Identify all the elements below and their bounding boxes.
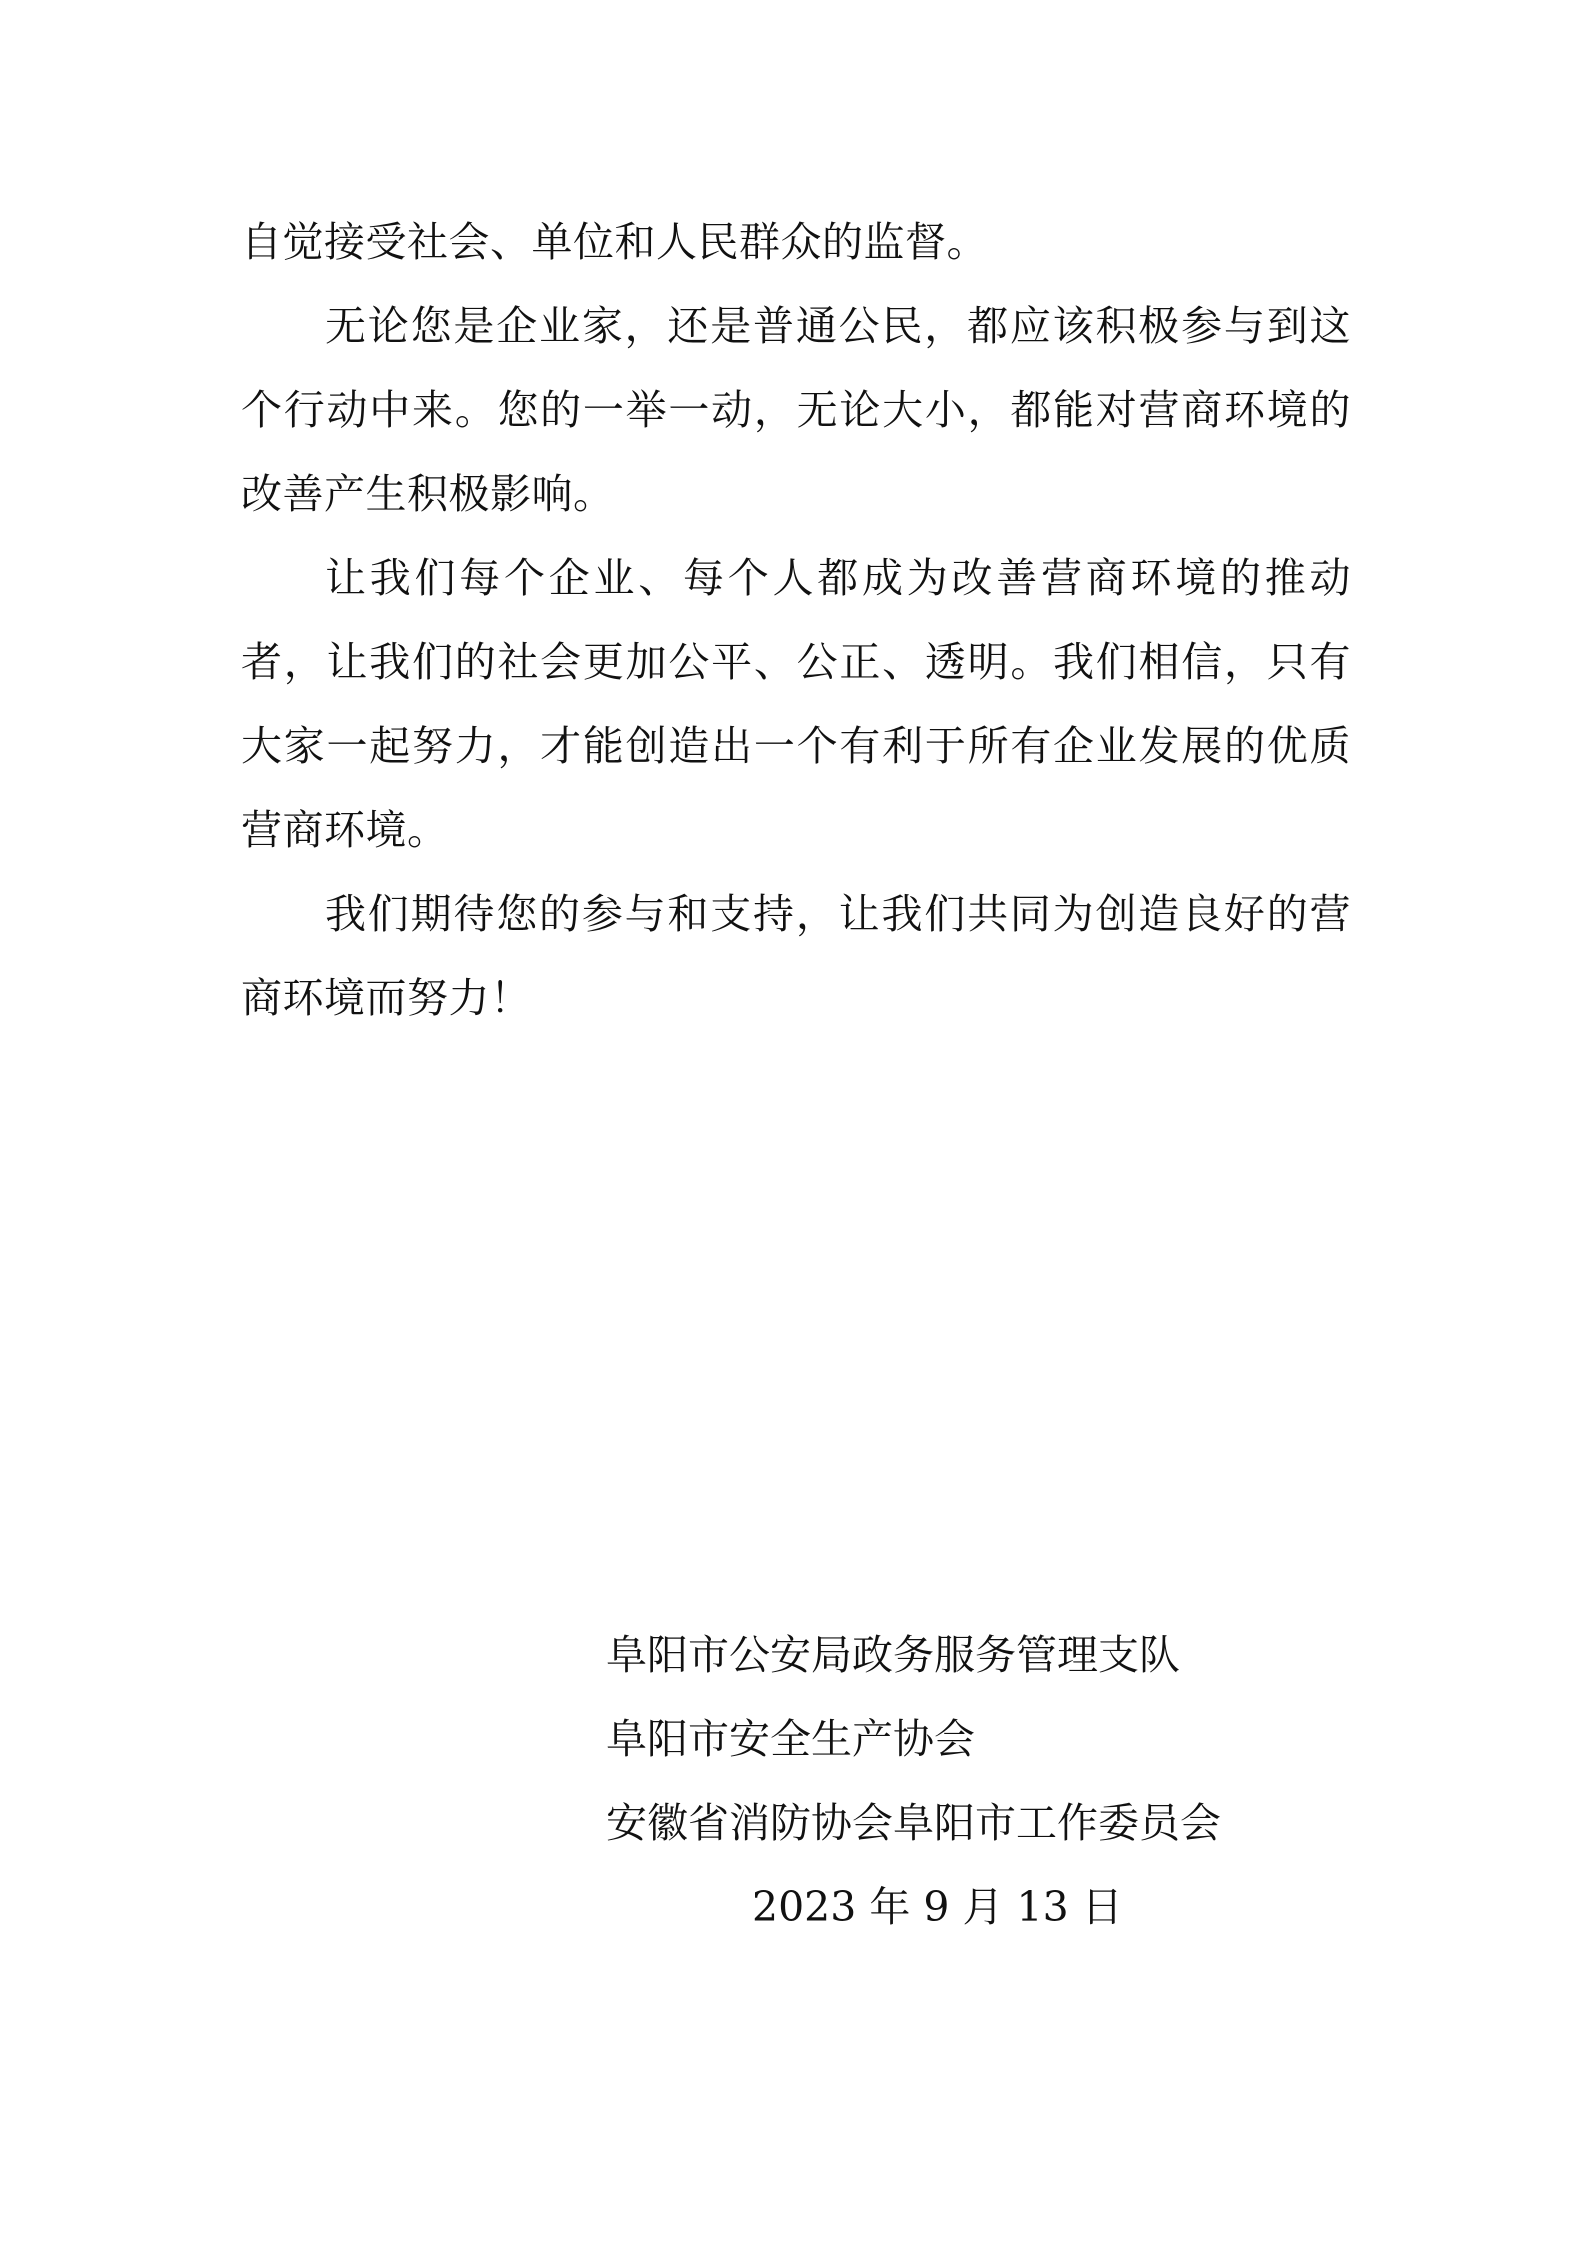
paragraph: 让我们每个企业、每个人都成为改善营商环境的推动者，让我们的社会更加公平、公正、透明。我们相信，只有大家一起努力，才能创造出一个有利于所有企业发展的优质营商环境。 (241, 554, 1351, 854)
paragraph: 我们期待您的参与和支持，让我们共同为创造良好的营商环境而努力！ (241, 890, 1351, 1022)
signature-block (606, 1613, 1306, 1949)
signature-date: 2023 年 9 月 13 日 (752, 1883, 1123, 1931)
signature-org: 阜阳市公安局政务服务管理支队 (606, 1631, 1180, 1679)
paragraph: 无论您是企业家，还是普通公民，都应该积极参与到这个行动中来。您的一举一动，无论大小，都能对营商环境的改善产生积极影响。 (241, 302, 1351, 518)
document-body (241, 200, 1351, 1040)
paragraph: 自觉接受社会、单位和人民群众的监督。 (241, 218, 988, 266)
signature-org: 安徽省消防协会阜阳市工作委员会 (606, 1799, 1221, 1847)
signature-org: 阜阳市安全生产协会 (606, 1715, 975, 1763)
